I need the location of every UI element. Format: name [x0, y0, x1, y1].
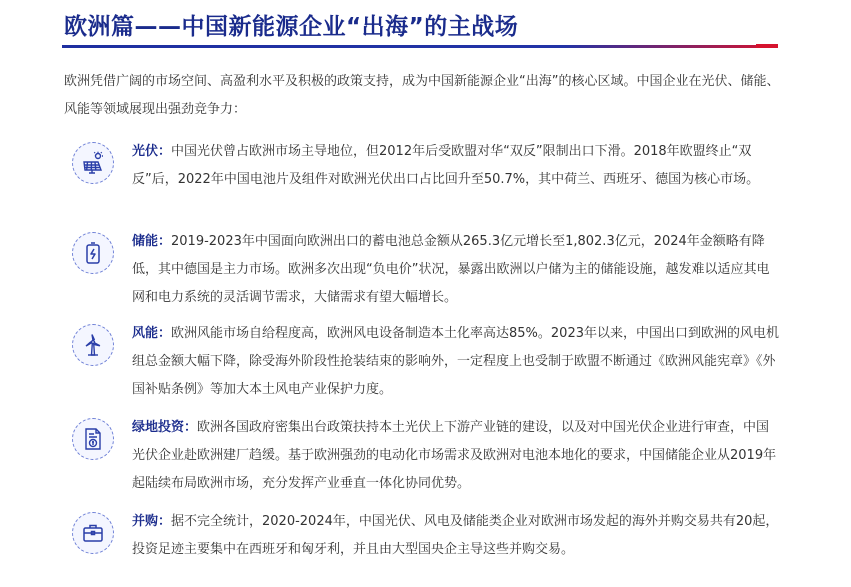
section-wind-body: 欧洲风能市场自给程度高，欧洲风电设备制造本土化率高达85%。2023年以来，中国出口到欧洲的风电机组总金额大幅下降，除受海外阶段性抢装结束的影响外，一定程度上也受制于欧盟不断通过《欧洲风能宪章》《外国补贴条例》等加大本土风电产业保护力度。 — [132, 326, 779, 397]
section-greenfield-text — [132, 414, 782, 498]
section-wind-label: 风能： — [132, 326, 172, 341]
document-money-icon — [72, 418, 114, 460]
section-greenfield-body: 欧洲各国政府密集出台政策扶持本土光伏上下游产业链的建设，以及对中国光伏企业进行审查，中国光伏企业赴欧洲建厂趋缓。基于欧洲强劲的电动化市场需求及欧洲对电池本地化的要求，中国储能企业从2019年起陆续布局欧洲市场，充分发挥产业垂直一体化协同优势。 — [132, 420, 777, 491]
briefcase-icon — [72, 512, 114, 554]
battery-icon — [72, 232, 114, 274]
title-underline — [62, 45, 777, 48]
section-storage-body: 2019-2023年中国面向欧洲出口的蓄电池总金额从265.3亿元增长至1,802.3亿元，2024年金额略有降低，其中德国是主力市场。欧洲多次出现“负电价”状况，暴露出欧洲以户储为主的储能设施，越发难以适应其电网和电力系统的灵活调节需求，大储需求有望大幅增长。 — [132, 234, 770, 305]
section-solar-text — [132, 138, 782, 194]
section-solar-body: 中国光伏曾占欧洲市场主导地位，但2012年后受欧盟对华“双反”限制出口下滑。2018年欧盟终止“双反”后，2022年中国电池片及组件对欧洲光伏出口占比回升至50.7%，其中荷兰、西班牙、德国为核心市场。 — [132, 144, 760, 187]
title-underline-accent — [756, 44, 778, 48]
wind-turbine-icon — [72, 324, 114, 366]
section-mna-text — [132, 508, 782, 564]
section-solar-label: 光伏： — [132, 144, 172, 159]
intro-paragraph: 欧洲凭借广阔的市场空间、高盈利水平及积极的政策支持，成为中国新能源企业“出海”的核心区域。中国企业在光伏、储能、风能等领域展现出强劲竞争力： — [64, 74, 780, 117]
section-mna-body: 据不完全统计，2020-2024年，中国光伏、风电及储能类企业对欧洲市场发起的海外并购交易共有20起，投资足迹主要集中在西班牙和匈牙利，并且由大型国央企主导这些并购交易。 — [132, 514, 779, 557]
solar-panel-icon — [72, 142, 114, 184]
section-storage-label: 储能： — [132, 234, 172, 249]
page-title: 欧洲篇——中国新能源企业“出海”的主战场 — [64, 14, 519, 40]
section-wind-text — [132, 320, 782, 404]
section-mna-label: 并购： — [132, 514, 172, 529]
section-greenfield-label: 绿地投资： — [132, 420, 198, 435]
section-storage-text — [132, 228, 782, 312]
